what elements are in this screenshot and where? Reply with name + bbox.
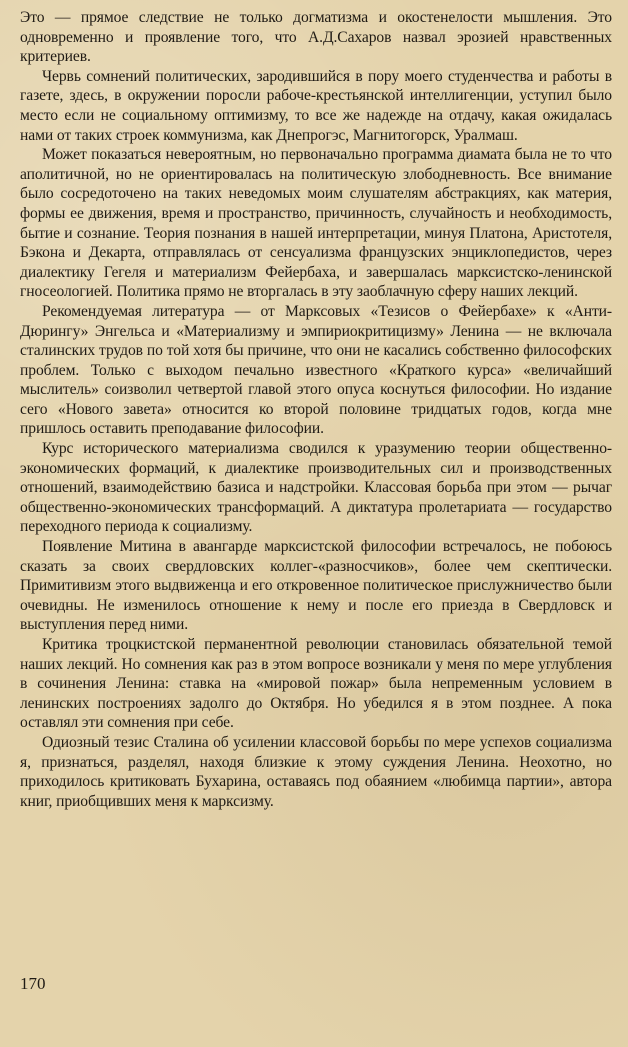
paragraph: Это — прямое следствие не только догматизма и окостенелости мышления. Это одновременно и проявление того, что А.Д.Сахаров назвал эрозией нравственных критериев. — [20, 9, 612, 66]
paragraph: Может показаться невероятным, но первоначально программа диамата была не то что аполитичной, но не ориентировалась на политическую злободневность. Все внимание было сосредоточено на таких неведомых моим слушателям абстракциях, как материя, формы ее движения, время и пространство, причинность, случайность и необходимость, бытие и сознание. Теория познания в нашей интерпретации, минуя Платона, Аристотеля, Бэкона и Декарта, отправлялась от сенсуализма французских энциклопедистов, через диалектику Гегеля и материализм Фейербаха, и завершалась марксистско-ленинской гносеологией. Политика прямо не вторгалась в эту заоблачную сферу наших лекций. — [20, 146, 612, 301]
paragraph: Появление Митина в авангарде марксистской философии встречалось, не побоюсь сказать за своих свердловских коллег-«разносчиков», более чем скептически. Примитивизм этого выдвиженца и его откровенное политическое прислужничество были очевидны. Не изменилось отношение к нему и после его приезда в Свердловск и выступления перед ними. — [20, 538, 612, 634]
page-number: 170 — [20, 974, 46, 993]
paragraph: Курс исторического материализма сводился к уразумению теории общественно-экономических формаций, к диалектике производительных сил и производственных отношений, взаимодействию базиса и надстройки. Классовая борьба при этом — рычаг общественно-экономических трансформаций. А диктатура пролетариата — государство переходного периода к социализму. — [20, 440, 612, 536]
paragraph: Критика троцкистской перманентной революции становилась обязательной темой наших лекций. Но сомнения как раз в этом вопросе возникали у меня по мере углубления в сочинения Ленина: ставка на «мировой пожар» была непременным условием в ленинских построениях задолго до Октября. Но убедился я в этом позднее. А пока оставлял эти сомнения при себе. — [20, 636, 612, 732]
paragraph: Червь сомнений политических, зародившийся в пору моего студенчества и работы в газете, здесь, в окружении поросли рабоче-крестьянской интеллигенции, уступил было место если не социальному оптимизму, то все же надежде на отдачу, какая ожидалась нами от таких строек коммунизма, как Днепрогэс, Магнитогорск, Уралмаш. — [20, 67, 612, 144]
paragraph: Рекомендуемая литература — от Марксовых «Тезисов о Фейербахе» к «Анти-Дюрингу» Энгельса и «Материализму и эмпириокритицизму» Ленина — не включала сталинских трудов по той хотя бы причине, что они не касались собственно философских проблем. Только с выходом печально известного «Краткого курса» «величайший мыслитель» соизволил четвертой главой этого опуса коснуться философии. Но издание сего «Нового завета» относится ко второй половине тридцатых годов, когда мне пришлось оставить преподавание философии. — [20, 302, 612, 438]
body-text — [20, 8, 612, 811]
paragraph: Одиозный тезис Сталина об усилении классовой борьбы по мере успехов социализма я, признаться, разделял, находя близкие к этому суждения Ленина. Неохотно, но приходилось критиковать Бухарина, оставаясь под обаянием «любимца партии», автора книг, приобщивших меня к марксизму. — [20, 733, 612, 810]
